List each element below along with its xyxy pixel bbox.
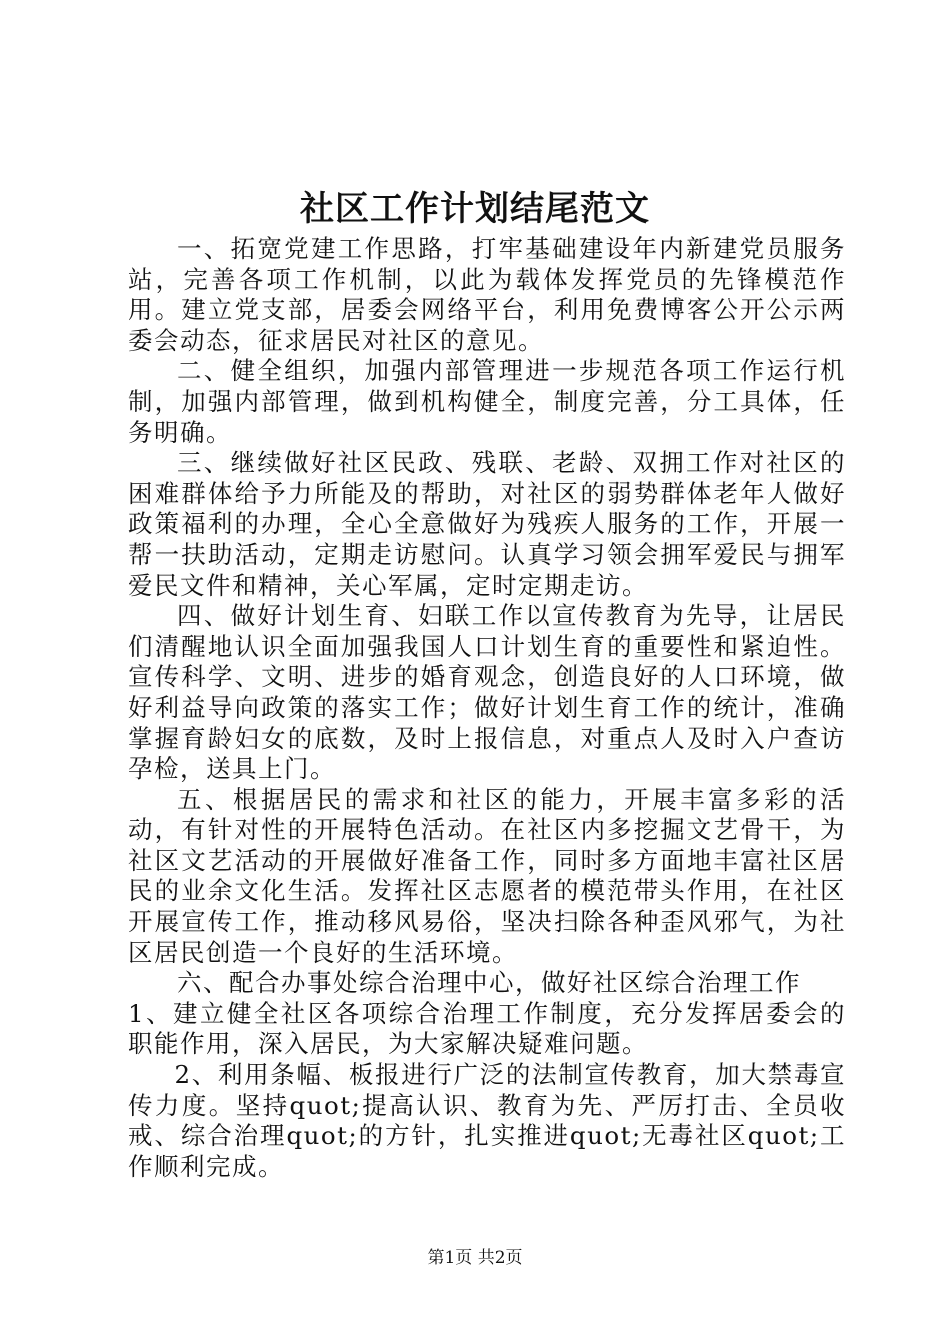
paragraph-3: 三、继续做好社区民政、残联、老龄、双拥工作对社区的困难群体给予力所能及的帮助，对社区的弱势群体老年人做好政策福利的办理，全心全意做好为残疾人服务的工作，开展一帮一扶助活动，定期走访慰问。认真学习领会拥军爱民与拥军爱民文件和精神，关心军属，定时定期走访。	[128, 448, 846, 600]
paragraph-1: 一、拓宽党建工作思路，打牢基础建设年内新建党员服务站，完善各项工作机制，以此为载体发挥党员的先锋模范作用。建立党支部，居委会网络平台，利用免费博客公开公示两委会动态，征求居民对社区的意见。	[128, 234, 846, 355]
paragraph-5: 五、根据居民的需求和社区的能力，开展丰富多彩的活动，有针对性的开展特色活动。在社区内多挖掘文艺骨干，为社区文艺活动的开展做好准备工作，同时多方面地丰富社区居民的业余文化生活。发挥社区志愿者的模范带头作用，在社区开展宣传工作，推动移风易俗，坚决扫除各种歪风邪气，为社区居民创造一个良好的生活环境。	[128, 784, 846, 967]
document-title: 社区工作计划结尾范文	[300, 189, 650, 229]
page-number-footer: 第1页 共2页	[427, 1248, 523, 1268]
paragraph-6: 六、配合办事处综合治理中心，做好社区综合治理工作	[177, 968, 801, 998]
document-body	[128, 234, 846, 1182]
paragraph-4: 四、做好计划生育、妇联工作以宣传教育为先导，让居民们清醒地认识全面加强我国人口计划生育的重要性和紧迫性。宣传科学、文明、进步的婚育观念，创造良好的人口环境，做好利益导向政策的落实工作；做好计划生育工作的统计，准确掌握育龄妇女的底数，及时上报信息，对重点人及时入户查访孕检，送具上门。	[128, 601, 846, 784]
paragraph-2: 二、健全组织，加强内部管理进一步规范各项工作运行机制，加强内部管理，做到机构健全，制度完善，分工具体，任务明确。	[128, 356, 846, 447]
paragraph-7: 1、建立健全社区各项综合治理工作制度，充分发挥居委会的职能作用，深入居民，为大家解决疑难问题。	[128, 998, 846, 1059]
paragraph-8: 2、利用条幅、板报进行广泛的法制宣传教育，加大禁毒宣传力度。坚持quot;提高认识、教育为先、严厉打击、全员收戒、综合治理quot;的方针，扎实推进quot;无毒社区quot;工作顺利完成。	[128, 1060, 846, 1181]
